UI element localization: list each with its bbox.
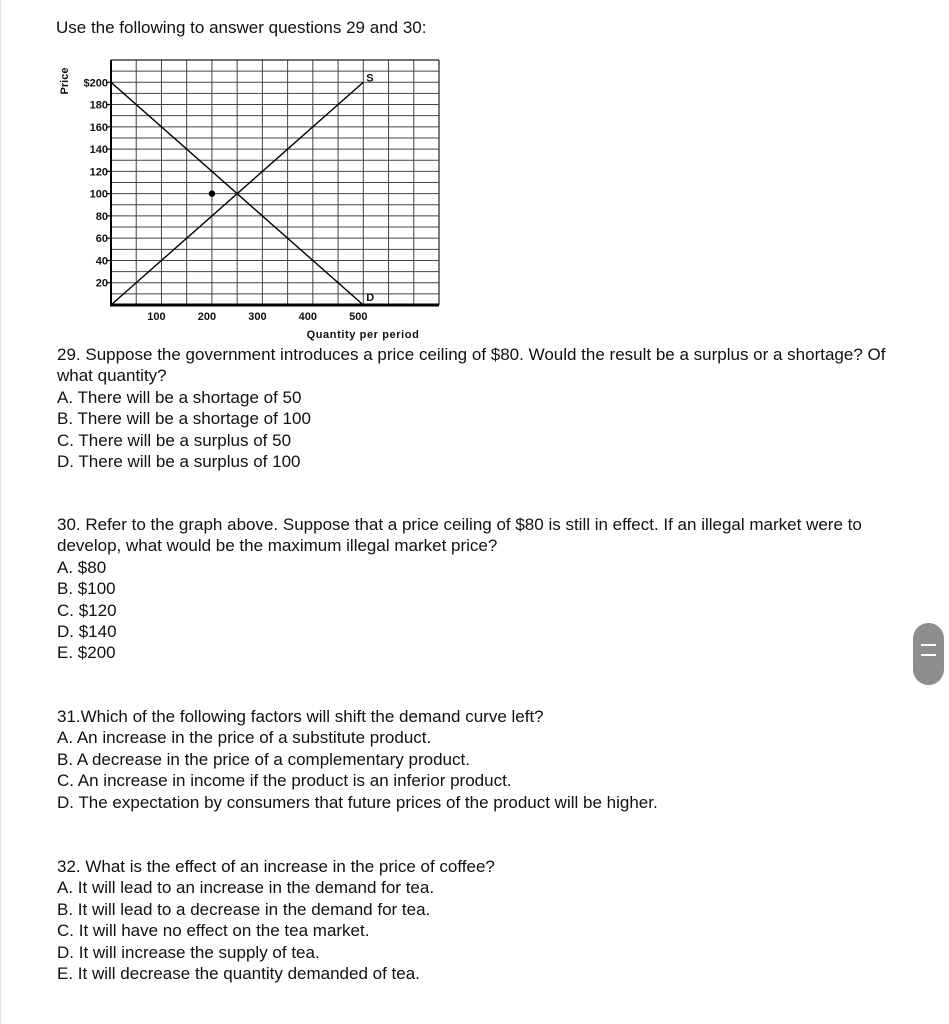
answer-option: D. It will increase the supply of tea. [57,942,320,962]
answer-option: D. The expectation by consumers that future prices of the product will be higher. [57,792,658,812]
y-tick-label: 100 [89,188,108,201]
x-tick-label: 300 [248,311,267,323]
answer-option: B. A decrease in the price of a complementary product. [57,749,470,769]
y-tick-label: 60 [95,233,108,246]
answer-option: A. $80 [57,557,107,577]
answer-option: C. There will be a surplus of 50 [57,430,292,450]
x-tick-label: 400 [298,311,318,323]
series-label-d: D [366,292,375,304]
answer-option: C. It will have no effect on the tea market. [57,921,370,941]
page-left-border [0,0,1,1024]
y-tick-label: 20 [95,277,108,290]
answer-option: A. It will lead to an increase in the demand for tea. [57,878,435,898]
question-31 [57,706,897,813]
answer-option: C. $120 [57,600,117,620]
question-32 [57,856,897,984]
answer-option: B. It will lead to a decrease in the demand for tea. [57,899,431,919]
chart-svg [52,55,452,345]
y-tick-label: 180 [89,99,108,112]
y-axis-title: Price [59,67,71,95]
answer-option: B. There will be a shortage of 100 [57,409,311,429]
question-29 [57,344,897,472]
y-tick-label: 140 [89,144,108,157]
grip-line-icon [921,644,936,646]
intro-text: Use the following to answer questions 29 and 30: [56,18,427,37]
y-tick-label: 40 [95,255,108,268]
answer-option: E. $200 [57,643,116,663]
y-tick-label: 160 [89,121,108,134]
x-axis-title: Quantity per period [306,329,420,341]
answer-option: E. It will decrease the quantity demanded of tea. [57,964,420,984]
x-tick-label: 100 [147,311,166,323]
answer-option: A. There will be a shortage of 50 [57,387,302,407]
question-stem: 29. Suppose the government introduces a price ceiling of $80. Would the result be a surplus or a shortage? Of what quantity? [57,345,886,386]
y-tick-label: 120 [89,166,108,179]
question-stem: 32. What is the effect of an increase in the price of coffee? [57,857,495,876]
answer-option: C. An increase in income if the product is an inferior product. [57,771,512,791]
x-tick-label: 500 [349,311,368,323]
question-stem: 30. Refer to the graph above. Suppose that a price ceiling of $80 is still in effect. If an illegal market were to develop, what would be the maximum illegal market price? [57,515,862,556]
series-label-s: S [366,72,374,85]
scroll-handle[interactable] [913,623,944,685]
answer-option: B. $100 [57,579,116,599]
grip-line-icon [921,654,936,656]
y-tick-label: 80 [95,210,108,223]
equilibrium-point [209,190,215,196]
question-stem: 31.Which of the following factors will shift the demand curve left? [57,707,544,726]
question-30 [57,514,897,664]
supply-demand-chart [52,55,452,350]
answer-option: D. $140 [57,622,117,642]
y-tick-label: $200 [83,77,108,90]
answer-option: D. There will be a surplus of 100 [57,452,301,472]
x-tick-label: 200 [197,311,217,323]
answer-option: A. An increase in the price of a substitute product. [57,728,432,748]
